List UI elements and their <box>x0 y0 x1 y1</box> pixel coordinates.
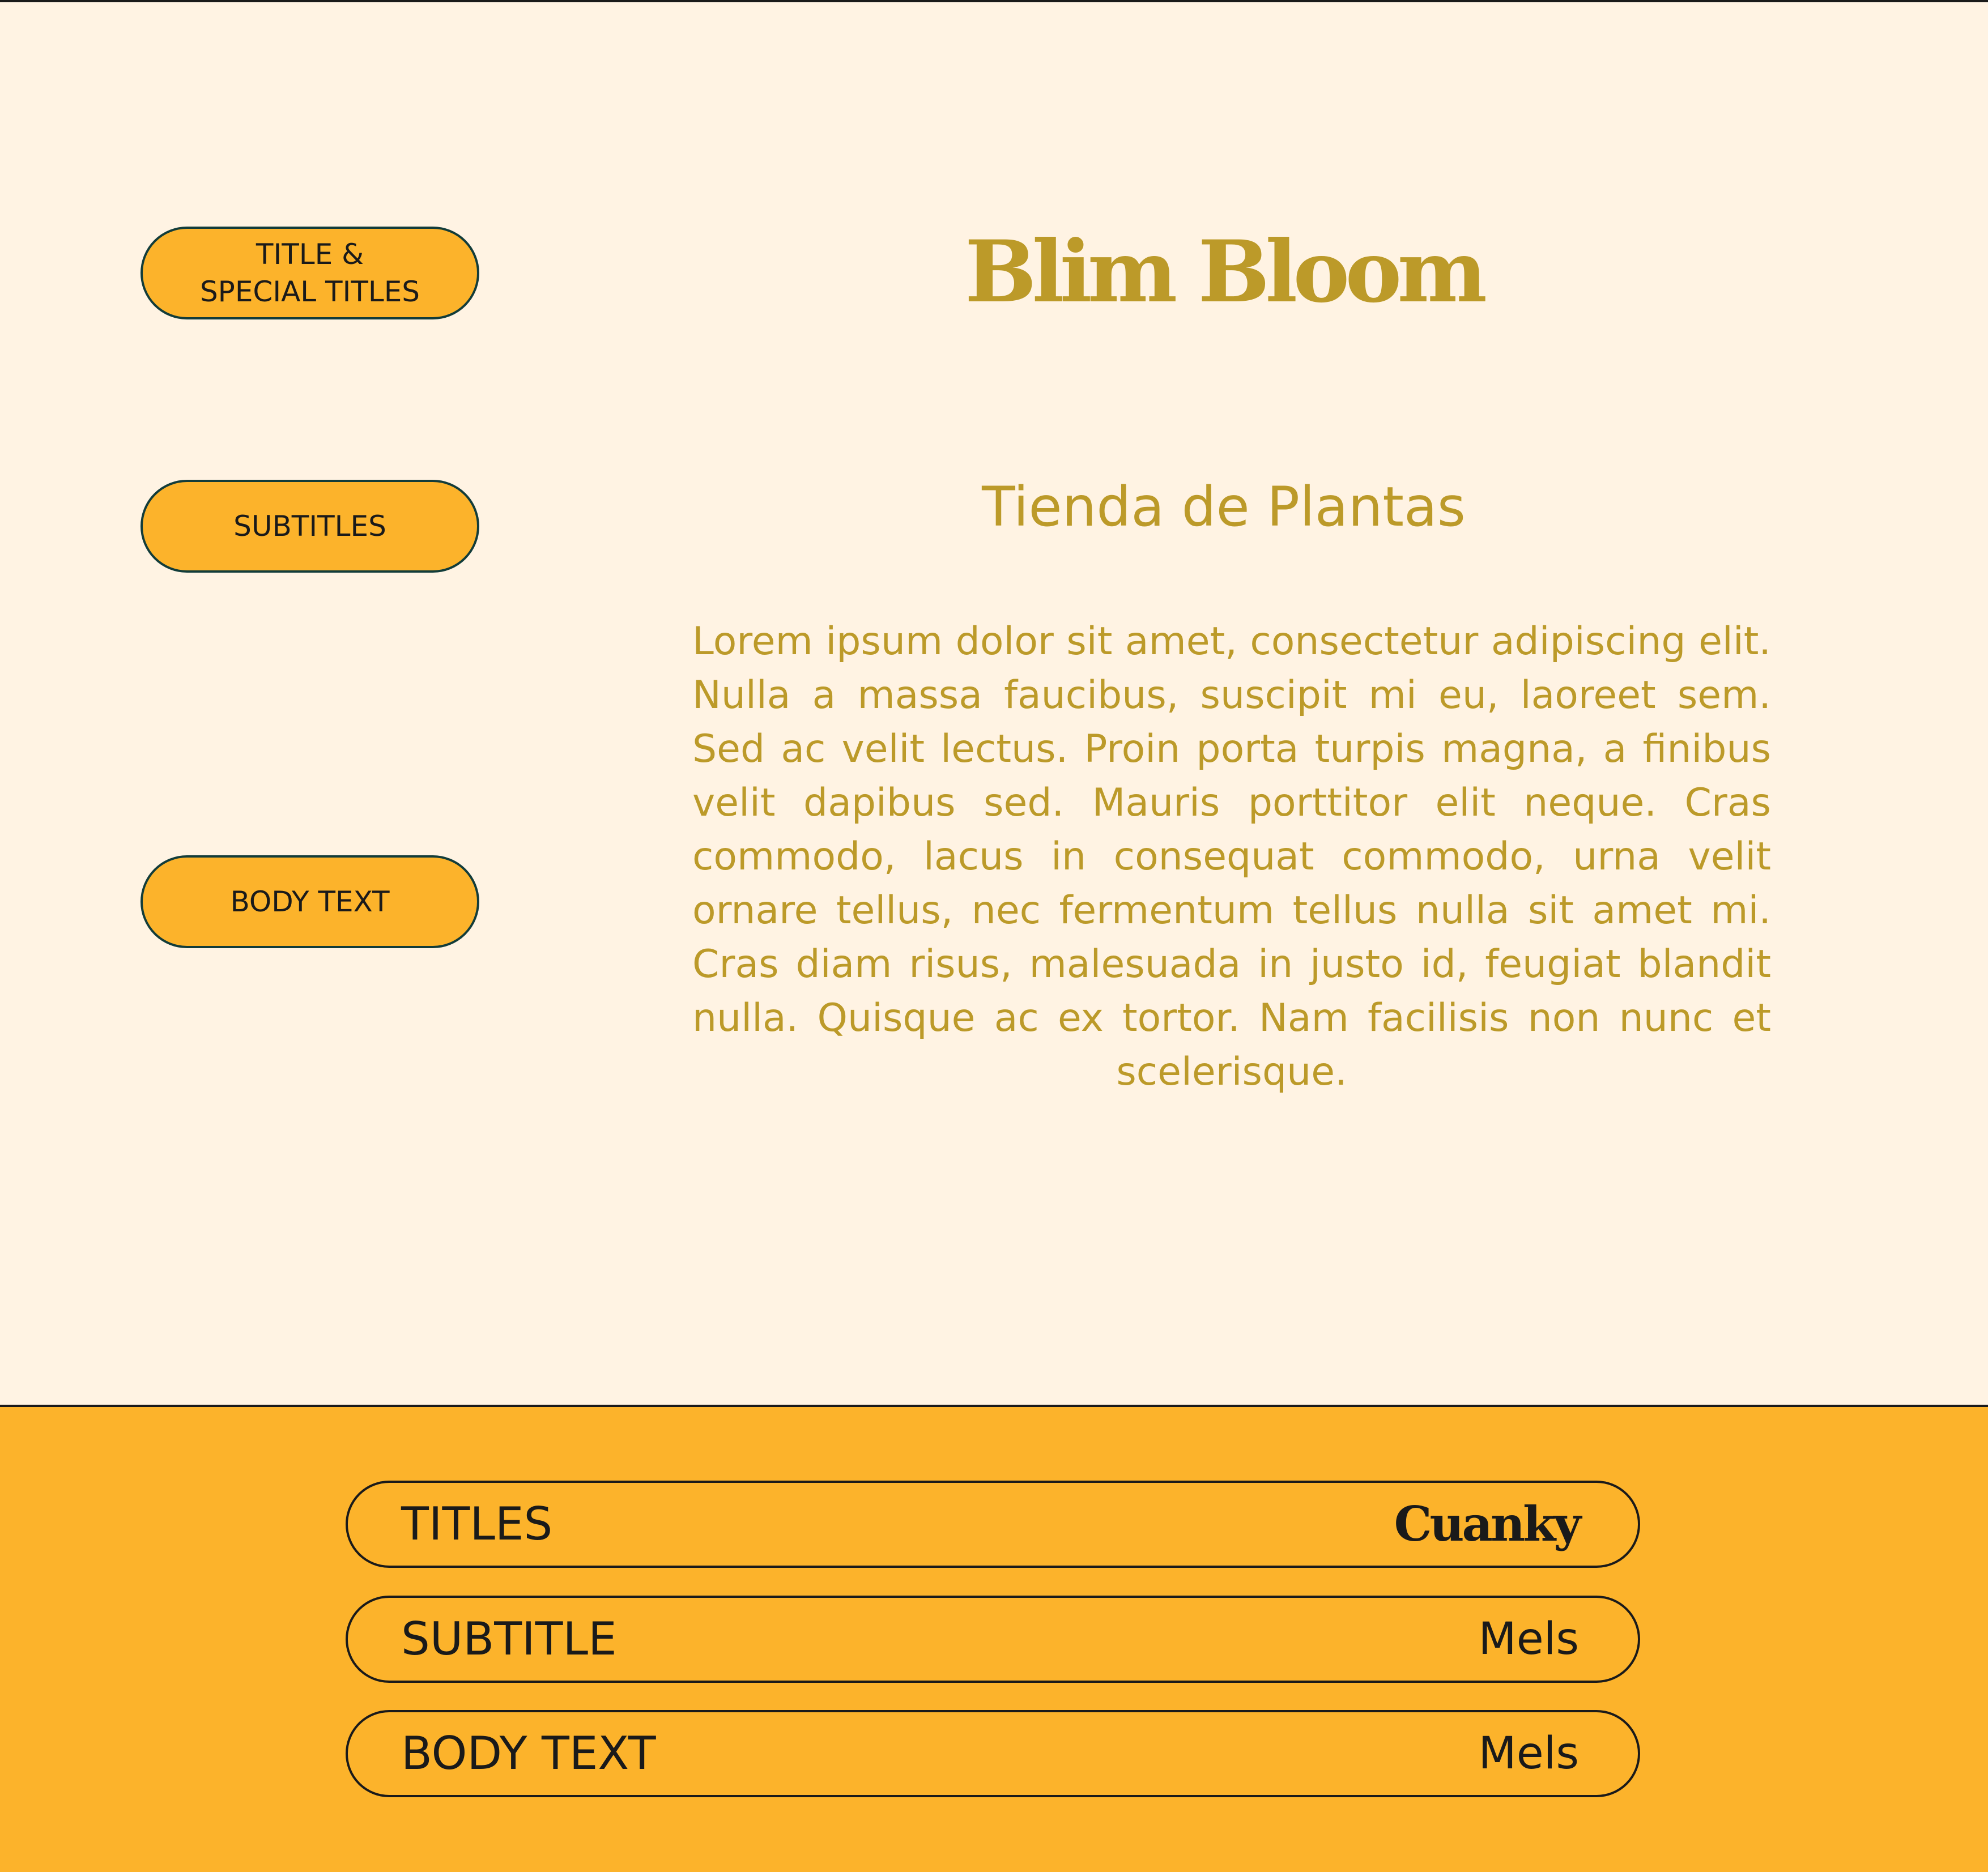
font-row-role: TITLES <box>401 1498 553 1550</box>
font-row-font-name: Mels <box>1478 1614 1579 1665</box>
font-row-role: BODY TEXT <box>401 1727 656 1780</box>
specimen-body-text: Lorem ipsum dolor sit amet, consectetur adipiscing elit. Nulla a massa faucibus, suscipit mi eu, laoreet sem. Sed ac velit lectus. Proin porta turpis magna, a finibus velit dapibus sed. Mauris porttitor elit neque. Cras commodo, lacus in consequat commodo, urna velit ornare tellus, nec fermentum tellus nulla sit amet mi. Cras diam risus, malesuada in justo id, feugiat blandit nulla. Quisque ac ex tortor. Nam facilisis non nunc et scelerisque. <box>692 619 1771 1094</box>
body-text-label-pill: BODY TEXT <box>141 855 479 948</box>
font-row-font-name: Mels <box>1478 1728 1579 1779</box>
font-legend-band <box>0 1405 1988 1872</box>
font-row-titles <box>346 1481 1640 1568</box>
top-divider <box>0 0 1988 2</box>
font-row-subtitle <box>346 1596 1640 1683</box>
font-row-font-name: Cuanky <box>1394 1496 1579 1552</box>
title-label-pill: TITLE & SPECIAL TITLES <box>141 227 479 319</box>
specimen-title: Blim Bloom <box>964 222 1483 322</box>
specimen-subtitle: Tienda de Plantas <box>982 475 1466 539</box>
font-row-body-text <box>346 1710 1640 1797</box>
font-row-role: SUBTITLE <box>401 1613 617 1665</box>
subtitles-label-pill: SUBTITLES <box>141 480 479 573</box>
